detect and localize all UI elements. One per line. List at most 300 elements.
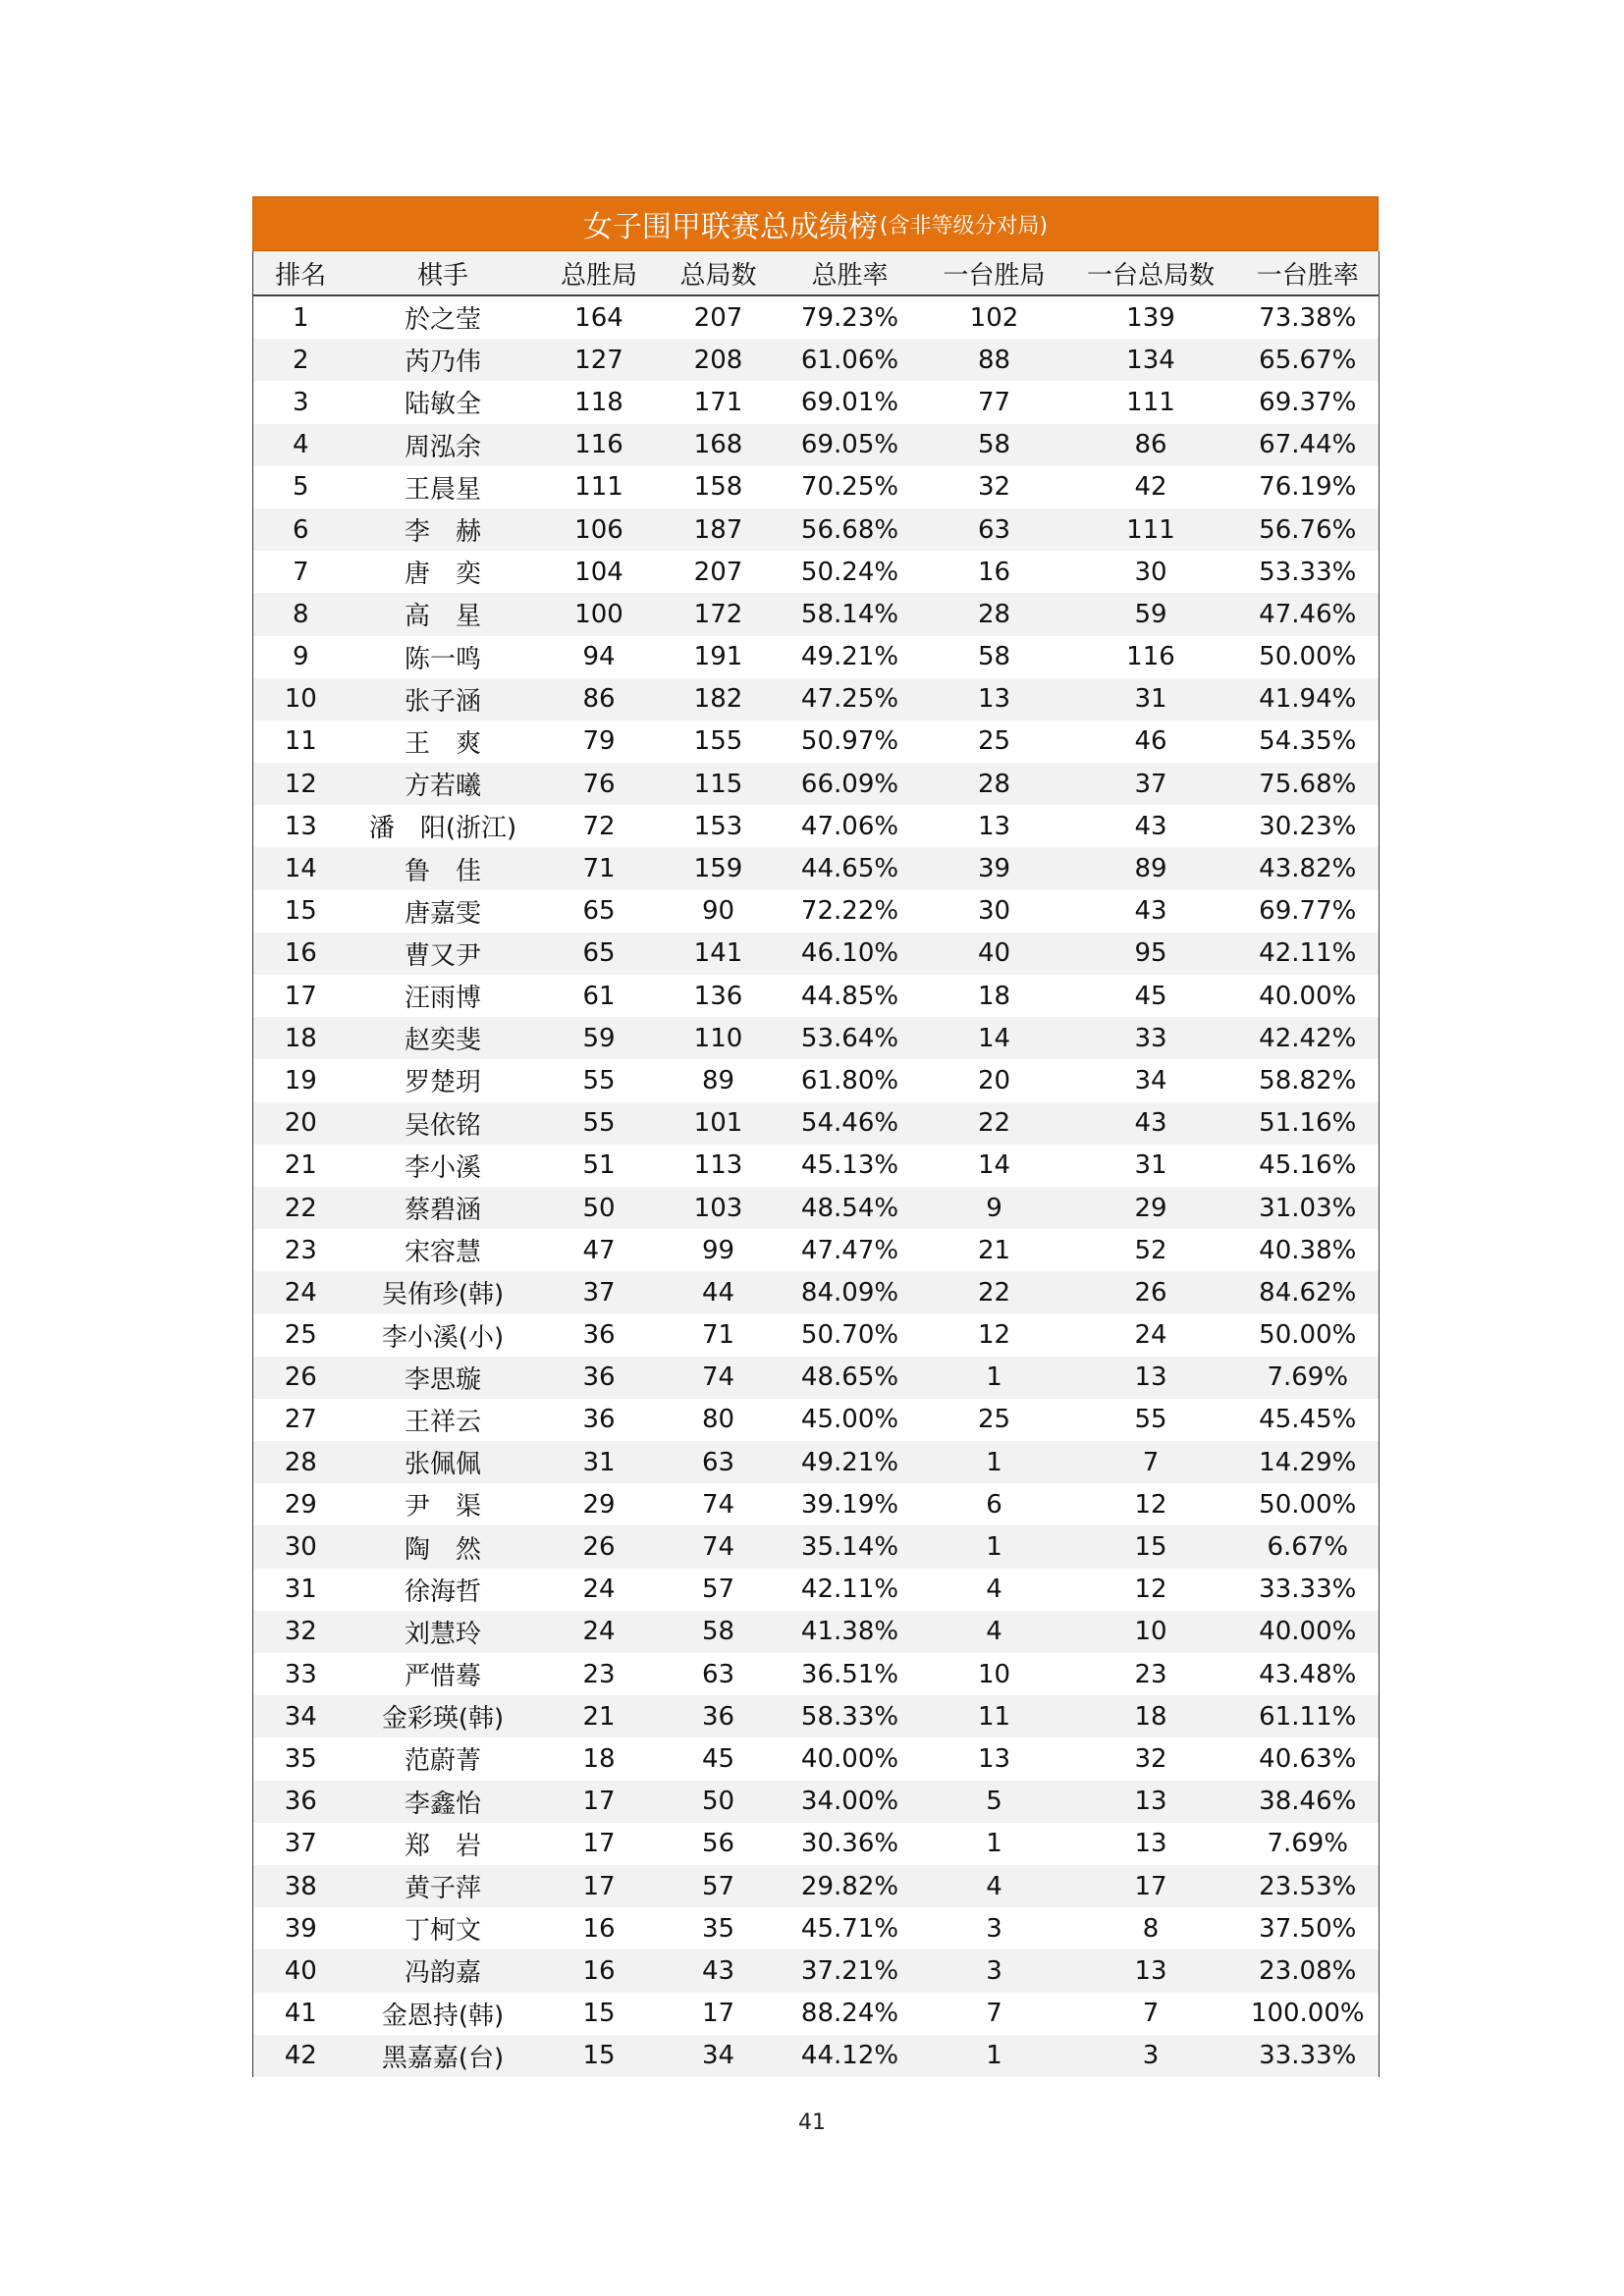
board1-wins-cell: 1 xyxy=(924,1357,1065,1399)
board1-wins-cell: 9 xyxy=(924,1187,1065,1229)
total-games-cell: 63 xyxy=(661,1441,777,1483)
header-total-wins: 总胜局 xyxy=(538,251,661,295)
player-cell: 唐嘉雯 xyxy=(404,898,481,929)
table-row xyxy=(253,1187,1380,1229)
total-games-cell: 155 xyxy=(693,726,743,757)
table-row xyxy=(253,466,1380,508)
player-cell: 周泓余 xyxy=(349,424,538,466)
player-cell: 蔡碧涵 xyxy=(349,1187,538,1229)
player-cell: 於之莹 xyxy=(404,305,481,336)
player-cell: 罗楚玥 xyxy=(404,1068,481,1098)
header-player: 棋手 xyxy=(349,251,538,295)
total-wins-cell: 50 xyxy=(538,1187,661,1229)
rank-cell: 11 xyxy=(284,726,317,757)
page-number: 41 xyxy=(798,2110,826,2135)
board1-win-rate-cell: 6.67% xyxy=(1237,1525,1380,1568)
board1-games-cell: 13 xyxy=(1065,1781,1237,1823)
board1-win-rate-cell: 84.62% xyxy=(1237,1271,1380,1313)
table-row xyxy=(253,1949,1380,1992)
board1-win-rate-cell: 41.94% xyxy=(1237,678,1380,721)
total-win-rate-cell: 50.70% xyxy=(800,1320,899,1351)
board1-win-rate-cell: 54.35% xyxy=(1259,726,1357,757)
board1-win-rate-cell: 38.46% xyxy=(1237,1781,1380,1823)
board1-win-rate-cell: 40.63% xyxy=(1259,1743,1357,1774)
total-win-rate-cell: 36.51% xyxy=(800,1659,899,1689)
rank-cell: 34 xyxy=(253,1695,349,1737)
board1-wins-cell: 63 xyxy=(924,508,1065,551)
table-row xyxy=(253,593,1380,635)
total-wins-cell: 65 xyxy=(538,933,661,975)
table-row xyxy=(253,678,1380,721)
board1-games-cell: 116 xyxy=(1126,642,1175,672)
board1-games-cell: 10 xyxy=(1065,1611,1237,1653)
total-wins-cell: 37 xyxy=(538,1271,661,1313)
board1-games-cell: 46 xyxy=(1134,726,1167,757)
table-row xyxy=(253,933,1380,975)
player-cell: 严惜蓦 xyxy=(404,1662,481,1692)
header-board1-win-rate: 一台胜率 xyxy=(1237,251,1380,295)
rank-cell: 1 xyxy=(292,302,309,333)
total-games-cell: 50 xyxy=(661,1781,777,1823)
board1-win-rate-cell: 40.38% xyxy=(1259,1235,1357,1265)
board1-win-rate-cell: 50.00% xyxy=(1259,642,1357,672)
total-wins-cell: 15 xyxy=(538,2035,661,2077)
total-games-cell: 110 xyxy=(661,1017,777,1059)
board1-wins-cell: 22 xyxy=(924,1102,1065,1145)
rank-cell: 37 xyxy=(284,1829,317,1859)
board1-win-rate-cell: 40.00% xyxy=(1259,981,1357,1011)
board1-wins-cell: 14 xyxy=(977,1150,1011,1181)
board1-games-cell: 12 xyxy=(1134,1575,1167,1605)
board1-wins-cell: 32 xyxy=(977,472,1011,503)
standings-table xyxy=(252,251,1380,2077)
total-wins-cell: 94 xyxy=(582,642,616,672)
total-wins-cell: 29 xyxy=(582,1489,616,1520)
board1-wins-cell: 14 xyxy=(924,1017,1065,1059)
player-cell: 曹又尹 xyxy=(349,933,538,975)
board1-wins-cell: 1 xyxy=(924,2035,1065,2077)
board1-games-cell: 111 xyxy=(1126,387,1175,417)
board1-wins-cell: 10 xyxy=(977,1659,1011,1689)
total-games-cell: 103 xyxy=(661,1187,777,1229)
board1-games-cell: 52 xyxy=(1134,1235,1167,1265)
total-wins-cell: 104 xyxy=(574,557,623,587)
total-wins-cell: 47 xyxy=(582,1235,616,1265)
table-row xyxy=(253,1229,1380,1271)
total-win-rate-cell: 44.65% xyxy=(777,847,924,889)
player-cell: 李小溪(小) xyxy=(381,1322,505,1353)
header-board1-wins: 一台胜局 xyxy=(924,251,1065,295)
total-games-cell: 34 xyxy=(661,2035,777,2077)
player-cell: 王晨星 xyxy=(404,474,481,505)
player-cell: 李 赫 xyxy=(349,508,538,551)
total-win-rate-cell: 79.23% xyxy=(800,302,899,333)
table-row xyxy=(253,1271,1380,1313)
total-games-cell: 90 xyxy=(701,896,735,927)
total-games-cell: 207 xyxy=(693,557,743,587)
rank-cell: 4 xyxy=(253,424,349,466)
player-cell: 金彩瑛(韩) xyxy=(349,1695,538,1737)
total-win-rate-cell: 47.25% xyxy=(777,678,924,721)
board1-games-cell: 43 xyxy=(1134,896,1167,927)
board1-win-rate-cell: 42.11% xyxy=(1237,933,1380,975)
board1-wins-cell: 4 xyxy=(986,1575,1002,1605)
total-wins-cell: 36 xyxy=(582,1405,616,1435)
rank-cell: 16 xyxy=(253,933,349,975)
total-wins-cell: 17 xyxy=(538,1865,661,1907)
total-games-cell: 74 xyxy=(661,1357,777,1399)
player-cell: 张佩佩 xyxy=(349,1441,538,1483)
total-win-rate-cell: 46.10% xyxy=(777,933,924,975)
table-row xyxy=(253,2035,1380,2077)
board1-win-rate-cell: 51.16% xyxy=(1237,1102,1380,1145)
board1-games-cell: 32 xyxy=(1134,1743,1167,1774)
total-win-rate-cell: 48.54% xyxy=(777,1187,924,1229)
total-wins-cell: 36 xyxy=(538,1357,661,1399)
board1-games-cell: 26 xyxy=(1065,1271,1237,1313)
total-wins-cell: 71 xyxy=(538,847,661,889)
total-wins-cell: 36 xyxy=(582,1320,616,1351)
board1-win-rate-cell: 76.19% xyxy=(1259,472,1357,503)
table-row xyxy=(253,721,1380,763)
total-wins-cell: 17 xyxy=(538,1781,661,1823)
player-cell: 陆敏全 xyxy=(404,390,481,420)
board1-wins-cell: 13 xyxy=(977,1743,1011,1774)
rank-cell: 26 xyxy=(253,1357,349,1399)
board1-games-cell: 43 xyxy=(1065,1102,1237,1145)
total-win-rate-cell: 47.06% xyxy=(800,811,899,841)
player-cell: 郑 岩 xyxy=(404,1831,481,1861)
header-total-win-rate: 总胜率 xyxy=(777,251,924,295)
table-row xyxy=(253,1993,1380,2035)
player-cell: 吴侑珍(韩) xyxy=(349,1271,538,1313)
total-win-rate-cell: 44.12% xyxy=(777,2035,924,2077)
board1-wins-cell: 58 xyxy=(924,424,1065,466)
table-title xyxy=(252,196,1379,251)
board1-games-cell: 31 xyxy=(1134,1150,1167,1181)
total-win-rate-cell: 53.64% xyxy=(777,1017,924,1059)
table-body xyxy=(253,295,1380,2077)
rank-cell: 30 xyxy=(253,1525,349,1568)
rank-cell: 12 xyxy=(253,763,349,805)
rank-cell: 40 xyxy=(253,1949,349,1992)
total-win-rate-cell: 30.36% xyxy=(800,1829,899,1859)
board1-games-cell: 18 xyxy=(1065,1695,1237,1737)
total-wins-cell: 24 xyxy=(582,1575,616,1605)
total-win-rate-cell: 58.14% xyxy=(777,593,924,635)
board1-wins-cell: 18 xyxy=(977,981,1011,1011)
player-cell: 李鑫怡 xyxy=(349,1781,538,1823)
total-win-rate-cell: 61.06% xyxy=(777,339,924,381)
board1-wins-cell: 16 xyxy=(977,557,1011,587)
board1-win-rate-cell: 75.68% xyxy=(1237,763,1380,805)
player-cell: 尹 渠 xyxy=(404,1492,481,1522)
board1-wins-cell: 39 xyxy=(924,847,1065,889)
player-cell: 芮乃伟 xyxy=(349,339,538,381)
total-win-rate-cell: 88.24% xyxy=(800,1999,899,2029)
board1-win-rate-cell: 100.00% xyxy=(1250,1999,1365,2029)
board1-win-rate-cell: 73.38% xyxy=(1259,302,1357,333)
table-row xyxy=(253,975,1380,1017)
board1-wins-cell: 3 xyxy=(924,1949,1065,1992)
total-wins-cell: 79 xyxy=(582,726,616,757)
total-wins-cell: 21 xyxy=(538,1695,661,1737)
total-wins-cell: 18 xyxy=(582,1743,616,1774)
total-wins-cell: 86 xyxy=(538,678,661,721)
rank-cell: 18 xyxy=(253,1017,349,1059)
total-win-rate-cell: 56.68% xyxy=(777,508,924,551)
rank-cell: 13 xyxy=(284,811,317,841)
board1-wins-cell: 3 xyxy=(986,1913,1002,1944)
rank-cell: 24 xyxy=(253,1271,349,1313)
total-win-rate-cell: 29.82% xyxy=(777,1865,924,1907)
rank-cell: 9 xyxy=(292,642,309,672)
board1-win-rate-cell: 30.23% xyxy=(1259,811,1357,841)
total-games-cell: 45 xyxy=(701,1743,735,1774)
total-games-cell: 191 xyxy=(693,642,743,672)
rank-cell: 17 xyxy=(284,981,317,1011)
board1-win-rate-cell: 42.42% xyxy=(1237,1017,1380,1059)
table-row xyxy=(253,1865,1380,1907)
header-rank: 排名 xyxy=(253,251,349,295)
total-games-cell: 113 xyxy=(693,1150,743,1181)
table-row xyxy=(253,1525,1380,1568)
total-wins-cell: 127 xyxy=(538,339,661,381)
board1-wins-cell: 28 xyxy=(924,763,1065,805)
total-win-rate-cell: 40.00% xyxy=(800,1743,899,1774)
player-cell: 赵奕斐 xyxy=(349,1017,538,1059)
board1-games-cell: 55 xyxy=(1134,1405,1167,1435)
total-games-cell: 208 xyxy=(661,339,777,381)
total-games-cell: 115 xyxy=(661,763,777,805)
rank-cell: 19 xyxy=(284,1065,317,1095)
table-row xyxy=(253,1611,1380,1653)
board1-win-rate-cell: 50.00% xyxy=(1259,1320,1357,1351)
player-cell: 高 星 xyxy=(349,593,538,635)
total-win-rate-cell: 61.80% xyxy=(800,1065,899,1095)
total-win-rate-cell: 42.11% xyxy=(800,1575,899,1605)
board1-wins-cell: 13 xyxy=(977,811,1011,841)
total-wins-cell: 116 xyxy=(538,424,661,466)
board1-games-cell: 7 xyxy=(1065,1441,1237,1483)
total-wins-cell: 106 xyxy=(538,508,661,551)
table-row xyxy=(253,339,1380,381)
total-win-rate-cell: 45.00% xyxy=(800,1405,899,1435)
table-title-sub: (含非等级分对局) xyxy=(879,213,1049,239)
total-win-rate-cell: 72.22% xyxy=(800,896,899,927)
board1-win-rate-cell: 58.82% xyxy=(1259,1065,1357,1095)
table-row xyxy=(253,551,1380,593)
total-games-cell: 168 xyxy=(661,424,777,466)
total-win-rate-cell: 69.05% xyxy=(777,424,924,466)
board1-win-rate-cell: 23.08% xyxy=(1237,1949,1380,1992)
total-games-cell: 71 xyxy=(701,1320,735,1351)
player-cell: 潘 阳(浙江) xyxy=(368,814,517,844)
total-win-rate-cell: 39.19% xyxy=(800,1489,899,1520)
total-win-rate-cell: 49.21% xyxy=(777,1441,924,1483)
total-games-cell: 80 xyxy=(701,1405,735,1435)
table-row xyxy=(253,890,1380,933)
total-win-rate-cell: 49.21% xyxy=(800,642,899,672)
total-win-rate-cell: 47.47% xyxy=(800,1235,899,1265)
board1-wins-cell: 25 xyxy=(977,726,1011,757)
total-wins-cell: 72 xyxy=(582,811,616,841)
player-cell: 王 爽 xyxy=(404,728,481,759)
board1-win-rate-cell: 69.37% xyxy=(1259,387,1357,417)
board1-win-rate-cell: 37.50% xyxy=(1259,1913,1357,1944)
total-wins-cell: 118 xyxy=(574,387,623,417)
table-row xyxy=(253,381,1380,423)
rank-cell: 8 xyxy=(253,593,349,635)
rank-cell: 35 xyxy=(284,1743,317,1774)
rank-cell: 6 xyxy=(253,508,349,551)
total-games-cell: 56 xyxy=(701,1829,735,1859)
total-games-cell: 153 xyxy=(693,811,743,841)
total-wins-cell: 17 xyxy=(582,1829,616,1859)
table-row xyxy=(253,636,1380,678)
board1-wins-cell: 22 xyxy=(924,1271,1065,1313)
total-wins-cell: 100 xyxy=(538,593,661,635)
table-row xyxy=(253,1357,1380,1399)
board1-games-cell: 13 xyxy=(1065,1949,1237,1992)
table-row xyxy=(253,508,1380,551)
total-win-rate-cell: 45.71% xyxy=(800,1913,899,1944)
board1-wins-cell: 11 xyxy=(924,1695,1065,1737)
total-games-cell: 74 xyxy=(701,1489,735,1520)
board1-win-rate-cell: 23.53% xyxy=(1237,1865,1380,1907)
total-wins-cell: 59 xyxy=(538,1017,661,1059)
rank-cell: 20 xyxy=(253,1102,349,1145)
player-cell: 张子涵 xyxy=(349,678,538,721)
total-wins-cell: 31 xyxy=(538,1441,661,1483)
rank-cell: 21 xyxy=(284,1150,317,1181)
board1-win-rate-cell: 33.33% xyxy=(1259,1575,1357,1605)
board1-wins-cell: 28 xyxy=(924,593,1065,635)
total-win-rate-cell: 37.21% xyxy=(777,1949,924,1992)
board1-games-cell: 30 xyxy=(1134,557,1167,587)
player-cell: 陶 然 xyxy=(349,1525,538,1568)
board1-games-cell: 89 xyxy=(1065,847,1237,889)
total-wins-cell: 24 xyxy=(538,1611,661,1653)
board1-wins-cell: 30 xyxy=(977,896,1011,927)
player-cell: 李思璇 xyxy=(349,1357,538,1399)
total-win-rate-cell: 58.33% xyxy=(777,1695,924,1737)
player-cell: 鲁 佳 xyxy=(349,847,538,889)
board1-win-rate-cell: 61.11% xyxy=(1237,1695,1380,1737)
total-wins-cell: 16 xyxy=(538,1949,661,1992)
total-win-rate-cell: 66.09% xyxy=(777,763,924,805)
total-win-rate-cell: 54.46% xyxy=(777,1102,924,1145)
table-row xyxy=(253,1781,1380,1823)
board1-win-rate-cell: 67.44% xyxy=(1237,424,1380,466)
board1-games-cell: 134 xyxy=(1065,339,1237,381)
total-wins-cell: 23 xyxy=(582,1659,616,1689)
player-cell: 丁柯文 xyxy=(404,1916,481,1947)
table-row xyxy=(253,1737,1380,1780)
board1-win-rate-cell: 7.69% xyxy=(1237,1357,1380,1399)
rank-cell: 33 xyxy=(284,1659,317,1689)
board1-win-rate-cell: 65.67% xyxy=(1237,339,1380,381)
rank-cell: 38 xyxy=(253,1865,349,1907)
board1-win-rate-cell: 56.76% xyxy=(1237,508,1380,551)
board1-win-rate-cell: 33.33% xyxy=(1237,2035,1380,2077)
total-games-cell: 158 xyxy=(693,472,743,503)
board1-win-rate-cell: 7.69% xyxy=(1267,1829,1349,1859)
table-row xyxy=(253,1399,1380,1441)
table-row xyxy=(253,1569,1380,1611)
total-games-cell: 182 xyxy=(661,678,777,721)
table-row xyxy=(253,763,1380,805)
board1-wins-cell: 102 xyxy=(969,302,1019,333)
board1-games-cell: 33 xyxy=(1065,1017,1237,1059)
board1-wins-cell: 40 xyxy=(924,933,1065,975)
board1-win-rate-cell: 45.45% xyxy=(1259,1405,1357,1435)
board1-wins-cell: 6 xyxy=(986,1489,1002,1520)
board1-win-rate-cell: 50.00% xyxy=(1259,1489,1357,1520)
board1-games-cell: 13 xyxy=(1065,1357,1237,1399)
total-games-cell: 207 xyxy=(693,302,743,333)
player-cell: 唐 奕 xyxy=(404,560,481,590)
total-win-rate-cell: 69.01% xyxy=(800,387,899,417)
total-win-rate-cell: 48.65% xyxy=(777,1357,924,1399)
player-cell: 黄子萍 xyxy=(349,1865,538,1907)
rank-cell: 15 xyxy=(284,896,317,927)
board1-games-cell: 111 xyxy=(1065,508,1237,551)
total-games-cell: 172 xyxy=(661,593,777,635)
total-wins-cell: 61 xyxy=(582,981,616,1011)
board1-games-cell: 7 xyxy=(1142,1999,1160,2029)
total-win-rate-cell: 45.13% xyxy=(800,1150,899,1181)
table-row xyxy=(253,1823,1380,1865)
total-games-cell: 63 xyxy=(701,1659,735,1689)
board1-wins-cell: 1 xyxy=(924,1441,1065,1483)
total-games-cell: 43 xyxy=(661,1949,777,1992)
board1-win-rate-cell: 40.00% xyxy=(1237,1611,1380,1653)
player-cell: 金恩持(韩) xyxy=(381,2001,505,2031)
rank-cell: 42 xyxy=(253,2035,349,2077)
table-row xyxy=(253,1653,1380,1695)
board1-games-cell: 86 xyxy=(1065,424,1237,466)
table-row xyxy=(253,295,1380,339)
total-wins-cell: 15 xyxy=(582,1999,616,2029)
total-win-rate-cell: 70.25% xyxy=(800,472,899,503)
total-win-rate-cell: 50.97% xyxy=(800,726,899,757)
rank-cell: 32 xyxy=(253,1611,349,1653)
board1-wins-cell: 4 xyxy=(924,1865,1065,1907)
table-row xyxy=(253,805,1380,847)
rank-cell: 25 xyxy=(284,1320,317,1351)
board1-wins-cell: 1 xyxy=(986,1829,1002,1859)
total-wins-cell: 55 xyxy=(582,1065,616,1095)
board1-games-cell: 24 xyxy=(1134,1320,1167,1351)
total-games-cell: 36 xyxy=(661,1695,777,1737)
rank-cell: 28 xyxy=(253,1441,349,1483)
rank-cell: 36 xyxy=(253,1781,349,1823)
total-win-rate-cell: 35.14% xyxy=(777,1525,924,1568)
table-row xyxy=(253,1483,1380,1525)
total-games-cell: 58 xyxy=(661,1611,777,1653)
standings-table-container xyxy=(252,196,1379,2077)
board1-games-cell: 59 xyxy=(1065,593,1237,635)
total-wins-cell: 111 xyxy=(574,472,623,503)
table-row xyxy=(253,1441,1380,1483)
board1-win-rate-cell: 69.77% xyxy=(1259,896,1357,927)
board1-wins-cell: 21 xyxy=(977,1235,1011,1265)
total-games-cell: 44 xyxy=(661,1271,777,1313)
total-wins-cell: 164 xyxy=(574,302,623,333)
board1-win-rate-cell: 45.16% xyxy=(1259,1150,1357,1181)
player-cell: 徐海哲 xyxy=(404,1576,481,1607)
